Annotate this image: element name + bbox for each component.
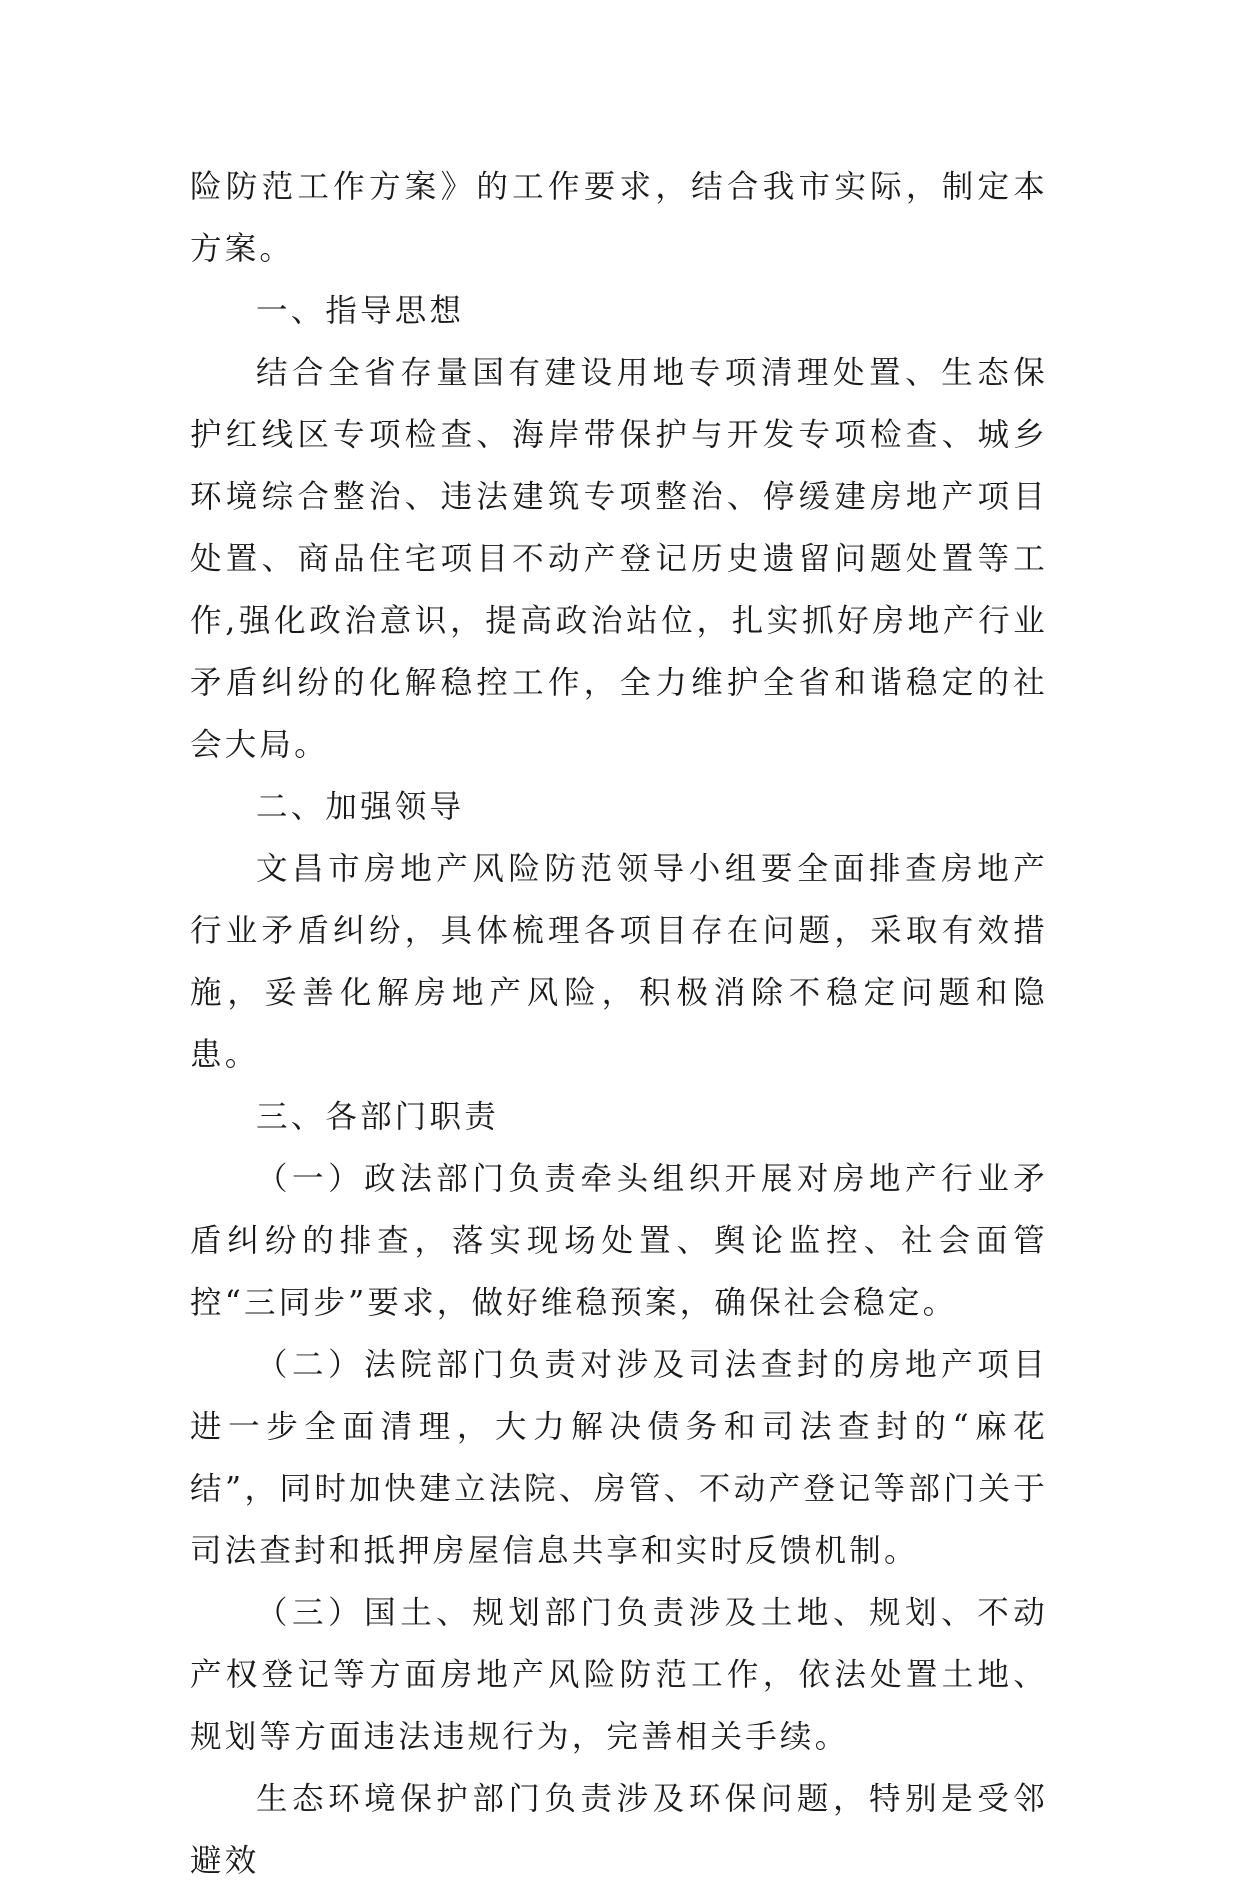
paragraph-duty-land-planning: （三）国土、规划部门负责涉及土地、规划、不动产权登记等方面房地产风险防范工作，依法处置土地、规划等方面违法违规行为，完善相关手续。 xyxy=(190,1595,1048,1755)
document-body xyxy=(190,156,1048,1892)
paragraph-guiding-ideology: 结合全省存量国有建设用地专项清理处置、生态保护红线区专项检查、海岸带保护与开发专项检查、城乡环境综合整治、违法建筑专项整治、停缓建房地产项目处置、商品住宅项目不动产登记历史遗留问题处置等工作,强化政治意识，提高政治站位，扎实抓好房地产行业矛盾纠纷的化解稳控工作，全力维护全省和谐稳定的社会大局。 xyxy=(190,355,1048,763)
paragraph-duty-court: （二）法院部门负责对涉及司法查封的房地产项目进一步全面清理，大力解决债务和司法查封的“麻花结”，同时加快建立法院、房管、不动产登记等部门关于司法查封和抵押房屋信息共享和实时反馈机制。 xyxy=(190,1347,1048,1569)
section-heading-guiding-ideology: 一、指导思想 xyxy=(256,293,465,329)
section-heading-department-duties: 三、各部门职责 xyxy=(256,1099,499,1135)
section-heading-leadership: 二、加强领导 xyxy=(256,789,465,825)
paragraph-duty-political-legal: （一）政法部门负责牵头组织开展对房地产行业矛盾纠纷的排查，落实现场处置、舆论监控、社会面管控“三同步”要求，做好维稳预案，确保社会稳定。 xyxy=(190,1161,1048,1321)
paragraph-duty-environment: 生态环境保护部门负责涉及环保问题，特别是受邻避效 xyxy=(190,1781,1048,1879)
paragraph-continuation: 险防范工作方案》的工作要求，结合我市实际，制定本方案。 xyxy=(190,169,1048,267)
paragraph-leadership: 文昌市房地产风险防范领导小组要全面排查房地产行业矛盾纠纷，具体梳理各项目存在问题，采取有效措施，妥善化解房地产风险，积极消除不稳定问题和隐患。 xyxy=(190,851,1048,1073)
